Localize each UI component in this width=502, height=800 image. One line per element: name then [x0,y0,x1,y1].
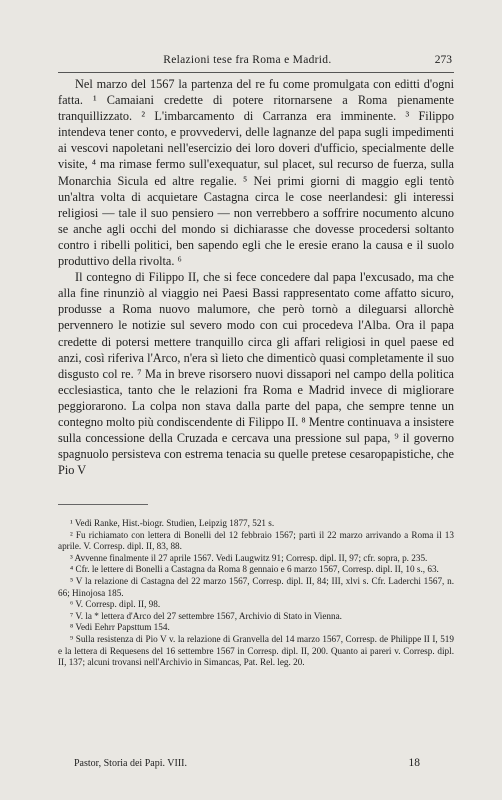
main-text [58,76,454,478]
book-title: Pastor, Storia dei Papi. VIII. [74,758,188,769]
page-header [60,54,452,66]
running-title: Relazioni tese fra Roma e Madrid. [163,54,332,66]
footnote: ⁸ Vedi Eehrr Papsttum 154. [70,622,170,633]
footnote: ⁶ V. Corresp. dipl. II, 98. [70,599,161,610]
footnote: ⁹ Sulla resistenza di Pio V v. la relazione di Granvella del 14 marzo 1567, Corresp. de Philippe II I, 519 e la lettera di Requesens del 16 settembre 1567 in Corresp. dipl. II, 200. Quanto ai pareri v. Corresp. dipl. II, 137; alcuni trovansi nell'Archivio in Simancas, Pat. Rel. leg. 20. [58,633,454,668]
footnote: ² Fu richiamato con lettera di Bonelli del 12 febbraio 1567; partì il 22 marzo arrivando a Roma il 13 aprile. V. Corresp. dipl. II, 83, 88. [58,529,454,552]
signature-mark: 18 [408,757,420,769]
footnote: ³ Avvenne finalmente il 27 aprile 1567. Vedi Laugwitz 91; Corresp. dipl. II, 97; cfr. sopra, p. 235. [70,552,428,563]
header-rule [58,72,454,73]
footnotes [58,518,454,669]
footnote: ⁴ Cfr. le lettere di Bonelli a Castagna da Roma 8 gennaio e 6 marzo 1567, Corresp. dipl. II, 10 s., 63. [70,564,439,575]
page-footer [74,757,420,769]
footnote: ⁷ V. la * lettera d'Arco del 27 settembre 1567, Archivio di Stato in Vienna. [70,610,342,621]
paragraph: Il contegno di Filippo II, che si fece concedere dal papa l'excusado, ma che alla fine rinunziò al viaggio nei Paesi Bassi rappresentato come affatto sicuro, produsse a Roma nuovo malumore, che però tornò a dileguarsi allorchè pervennero le notizie sul severo modo con cui procedeva l'Alba. Ora il papa credette di potersi mettere tranquillo circa gli affari religiosi in quel paese ed anzi, così riferiva l'Arco, n'era sì lieto che dimenticò quasi completamente il suo disgusto col re. ⁷ Ma in breve risorsero nuovi dissapori nel campo della politica ecclesiastica, tanto che le relazioni fra Roma e Madrid invece di migliorare peggiorarono. La colpa non stava dalla parte del papa, che sempre tenne un contegno molto più condiscendente di Filippo II. ⁸ Mentre continuava a insistere sulla concessione della Cruzada e cercava una pressione sul papa, ⁹ il governo spagnuolo persisteva con estrema tenacia su quelle pretese cesaropapistiche, che Pio V [58,270,454,478]
page-number: 273 [434,54,452,66]
footnote: ¹ Vedi Ranke, Hist.-biogr. Studien, Leipzig 1877, 521 s. [70,518,275,528]
footnote-divider [58,504,148,505]
footnote: ⁵ V la relazione di Castagna del 22 marzo 1567, Corresp. dipl. II, 84; III, xlvi s. Cfr. Laderchi 1567, n. 66; Hinojosa 185. [58,575,454,598]
paragraph: Nel marzo del 1567 la partenza del re fu come promulgata con editti d'ogni fatta. ¹ Camaiani credette di potere ritornarsene a Roma pienamente tranquillizzato. ² L'imbarcamento di Carranza era imminente. ³ Filippo intendeva tener conto, e provvedervi, delle lagnanze del papa sugli impedimenti ai vescovi napoletani nell'esercizio dei loro doveri d'ufficio, specialmente delle visite, ⁴ ma rimase fermo sull'exequatur, sul placet, sul recurso de fuerza, sulla Monarchia Sicula ed altre regalie. ⁵ Nei primi giorni di maggio egli tentò un'altra volta di acquietare Castagna circa le cose neerlandesi: gli interessi religiosi — tale il suo pensiero — non verrebbero a soffrire nocumento alcuno se anche agli occhi del mondo si dichiarasse che dovesse procedersi soltanto contro i ribelli politici, ben sapendo egli che le eresie erano la causa e il suolo produttivo della rivolta. ⁶ [58,77,454,269]
